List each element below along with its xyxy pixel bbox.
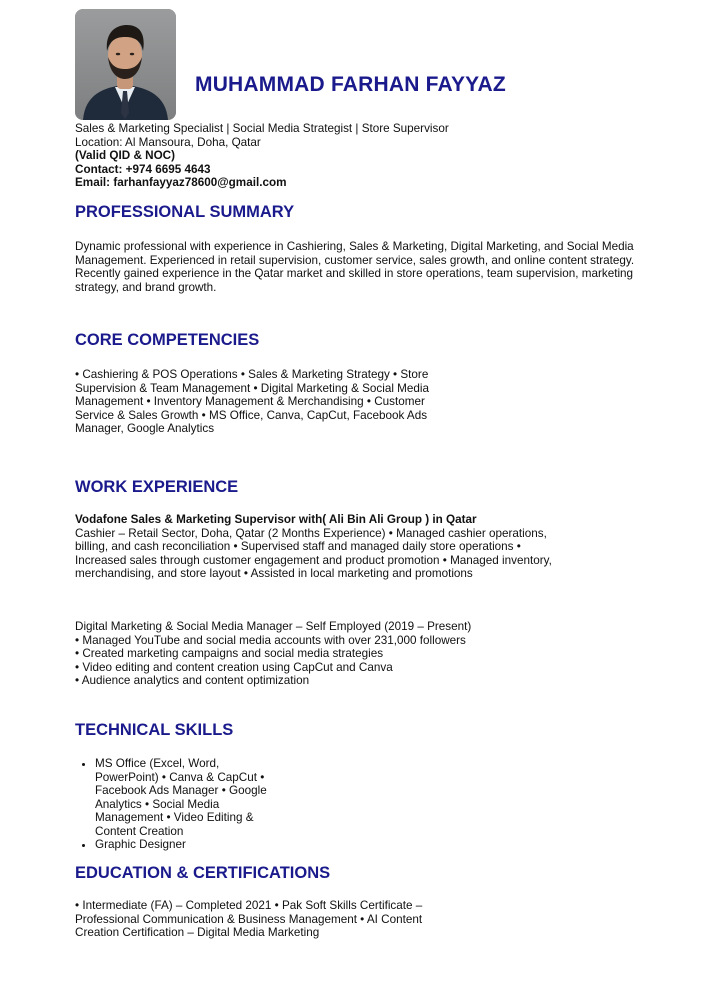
roles-line: Sales & Marketing Specialist | Social Media Strategist | Store Supervisor xyxy=(75,122,449,135)
person-silhouette-icon xyxy=(75,9,176,120)
summary-heading: PROFESSIONAL SUMMARY xyxy=(75,203,295,221)
job-2-item: • Video editing and content creation using CapCut and Canva xyxy=(75,660,393,674)
visa-status: (Valid QID & NOC) xyxy=(75,149,175,162)
candidate-name: MUHAMMAD FARHAN FAYYAZ xyxy=(195,73,506,96)
job-2 xyxy=(75,620,635,688)
list-item: • MS Office (Excel, Word, PowerPoint) • Canva & CapCut • Facebook Ads Manager • Google Analytics • Social Media Management • Video Editing & Content Creation xyxy=(95,757,285,838)
job-2-item: • Managed YouTube and social media accounts with over 231,000 followers xyxy=(75,633,466,647)
job-1-description: Cashier – Retail Sector, Doha, Qatar (2 Months Experience) • Managed cashier operations, billing, and cash reconciliation • Supervised staff and managed daily store operations • Increased sales through customer engagement and product promotion • Managed inventory, merchandising, and store layout • Assisted in local marketing and promotions xyxy=(75,526,552,580)
location-line: Location: Al Mansoura, Doha, Qatar xyxy=(75,135,261,149)
technical-heading: TECHNICAL SKILLS xyxy=(75,721,234,739)
experience-heading: WORK EXPERIENCE xyxy=(75,478,239,496)
technical-skills-list xyxy=(75,757,285,852)
contact-block xyxy=(75,122,449,190)
profile-photo xyxy=(75,9,176,120)
job-1 xyxy=(75,513,570,581)
summary-text: Dynamic professional with experience in Cashiering, Sales & Marketing, Digital Marketing, and Social Media Management. Experienced in retail supervision, customer service, sales growth, and online content strategy. Recently gained experience in the Qatar market and skilled in store operations, team supervision, marketing strategy, and brand growth. xyxy=(75,240,635,294)
job-1-title: Vodafone Sales & Marketing Supervisor with( Ali Bin Ali Group ) in Qatar xyxy=(75,513,477,526)
job-2-title: Digital Marketing & Social Media Manager – Self Employed (2019 – Present) xyxy=(75,620,472,633)
list-item: • Graphic Designer xyxy=(95,838,285,852)
job-2-item: • Audience analytics and content optimization xyxy=(75,674,310,687)
education-text: • Intermediate (FA) – Completed 2021 • Pak Soft Skills Certificate – Professional Communication & Business Management • AI Content Creation Certification – Digital Media Marketing xyxy=(75,899,423,939)
competencies-text: • Cashiering & POS Operations • Sales & Marketing Strategy • Store Supervision & Team Management • Digital Marketing & Social Media Management • Inventory Management & Merchandising • Customer Service & Sales Growth • MS Office, Canva, CapCut, Facebook Ads Manager, Google Analytics xyxy=(75,368,430,435)
email-line: Email: farhanfayyaz78600@gmail.com xyxy=(75,176,287,189)
job-2-item: • Created marketing campaigns and social media strategies xyxy=(75,647,384,660)
phone-line: Contact: +974 6695 4643 xyxy=(75,162,211,176)
education-heading: EDUCATION & CERTIFICATIONS xyxy=(75,864,331,882)
competencies-heading: CORE COMPETENCIES xyxy=(75,331,260,349)
